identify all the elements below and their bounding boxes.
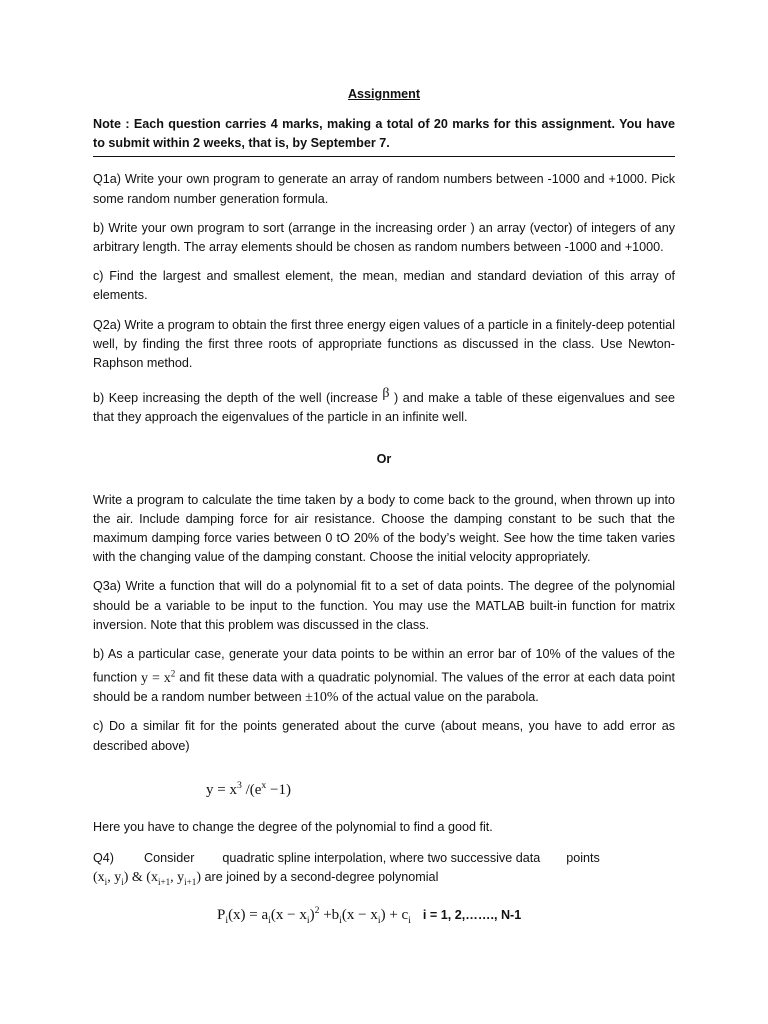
formula-part: −1) [266,781,292,798]
eq-part: ) [309,907,315,924]
formula-part: /(e [241,781,262,798]
plus-minus-10: ±10% [305,690,339,706]
function-y-x2 [141,668,176,686]
q4-text-2: are joined by a second-degree polynomial [201,870,439,885]
spline-equation [217,901,411,931]
eq-part: +b [319,907,340,924]
function-exponent: 2 [170,668,176,679]
q4-word: Consider [144,850,195,865]
eq-part: (x) = a [228,907,269,924]
q4 [93,849,675,892]
divider [93,156,675,157]
eq-sub: i [339,915,342,927]
q3a: Q3a) Write a function that will do a polynomial fit to a set of data points. The degree of the polynomial should be a variable to be input to the function. You may use the MATLAB built-in function for matrix inversion. Note that this problem was discussed in the class. [93,579,675,632]
eq-part: (x − x [270,907,307,924]
q4-label: Q4) [93,850,114,865]
q3c: c) Do a similar fit for the points generated about the curve (about means, you have to add error as described above) [93,719,675,753]
eq-sub: i [225,915,229,927]
page-title: Assignment [347,87,421,101]
eq-part: ) + c [380,907,409,924]
q3b-text-1: b) As a particular case, generate your data points to be within an error bar of 10% of the values of the function [93,647,675,685]
formula-exponent: 3 [236,779,242,791]
q3b [93,645,675,707]
pair-sub: i [121,876,124,887]
eq-part: P [217,907,226,924]
eq-sup: 2 [314,905,320,917]
pair-part: ) [196,870,202,886]
function-base: y = x [141,670,171,686]
q2b-text-end: ) and make a table of these eigenvalues and see that they approach the eigenvalues of the particle in an infinite well. [93,391,675,425]
eq-sub: i [268,915,271,927]
q1c: c) Find the largest and smallest element, the mean, median and standard deviation of this array of elements. [93,269,675,303]
formula-exponent: x [261,779,267,791]
q2b [93,386,675,427]
q2b-text-start: b) Keep increasing the depth of the well (increase [93,391,383,406]
eq-sub: i [377,915,381,927]
eq-part: (x − x [341,907,378,924]
assignment-page [93,84,675,931]
q1b: b) Write your own program to sort (arrange in the increasing order ) an array (vector) of integers of any arbitrary length. The array elements should be chosen as random numbers between -1000 and +1000. [93,220,675,255]
q1a: Q1a) Write your own program to generate an array of random numbers between -1000 and +1000. Pick some random number generation formula. [93,172,675,206]
formula-spline [217,901,675,931]
or-separator: Or [376,451,392,466]
pair-sub: i+1 [157,876,171,887]
pair-part: ) & (x [123,870,158,886]
formula-part: y = x [206,781,237,798]
pair-sub: i [104,876,108,887]
q4-word: points [566,850,600,865]
pair-part: , y [107,870,122,886]
eq-sub: i [408,915,411,927]
q4-text: quadratic spline interpolation, where two successive data [222,850,541,865]
formula-curve [206,776,675,800]
eq-sub: i [306,915,310,927]
beta-symbol: β [382,386,390,402]
index-range: i = 1, 2,……., N-1 [422,908,522,923]
pair-part: (x [93,870,105,886]
pair-part: , y [170,870,185,886]
q2-alternative: Write a program to calculate the time taken by a body to come back to the ground, when thrown up into the air. Include damping force for air resistance. Choose the damping constant to be such that the maximum damping force varies between 0 tO 20% of the body’s weight. See how the time taken varies with the changing value of the damping constant. Choose the initial velocity appropriately. [93,492,675,565]
q3b-text-2: and fit these data with a quadratic polynomial. The values of the error at each data point should be a random number between [93,670,675,705]
pair-sub: i+1 [184,876,197,887]
q3b-text-3: of the actual value on the parabola. [338,690,539,705]
q3-after: Here you have to change the degree of the polynomial to find a good fit. [93,819,493,834]
q2a: Q2a) Write a program to obtain the first three energy eigen values of a particle in a finitely-deep potential well, by finding the first three roots of appropriate functions as discussed in the class. Use Newton-Raphson method. [93,317,675,371]
note: Note : Each question carries 4 marks, making a total of 20 marks for this assignment. You have to submit within 2 weeks, that is, by September 7. [93,117,675,151]
point-pair [93,870,201,885]
